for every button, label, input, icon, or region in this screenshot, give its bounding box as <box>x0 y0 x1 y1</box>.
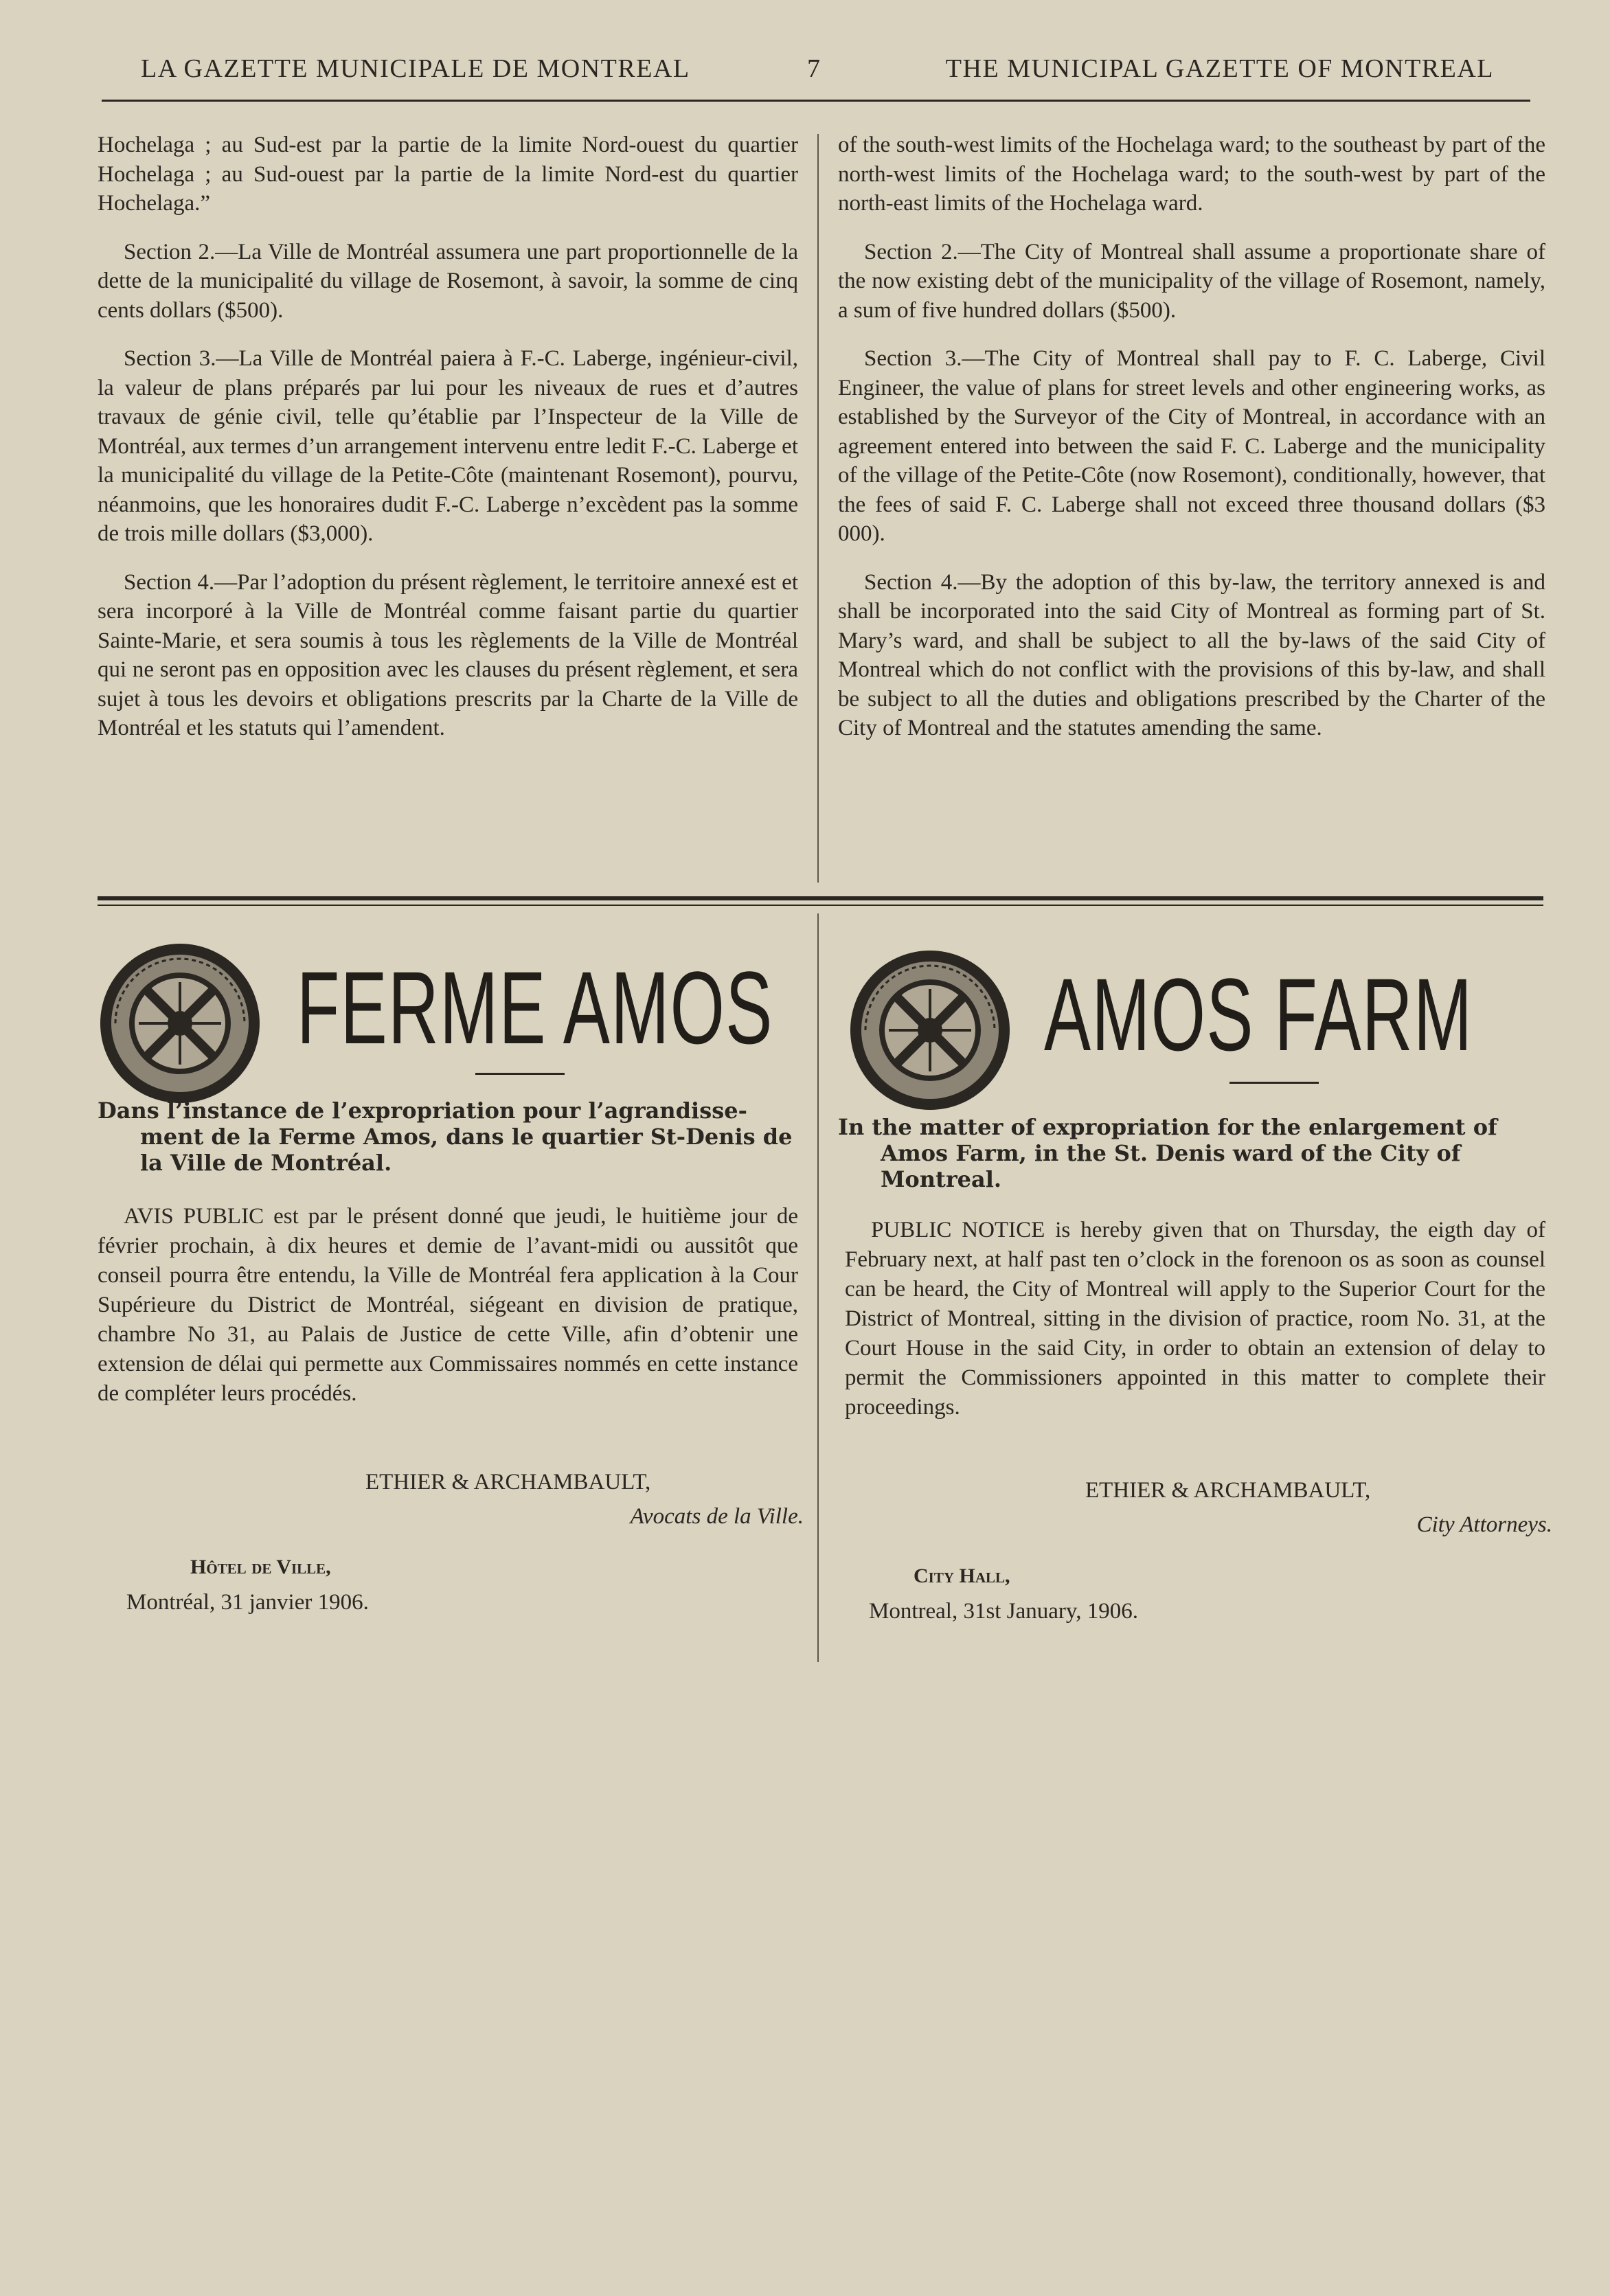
city-seal-icon <box>98 941 262 1106</box>
english-paragraph-1: of the south-west limits of the Hochelaga ward; to the southeast by part of the north-west limits of the Hochelaga ward; to the south-west by part of the north-east limits of the Hochelaga ward. <box>838 133 1545 216</box>
section-divider-thin <box>98 905 1543 906</box>
notice-date: Montréal, 31 janvier 1906. <box>126 1590 369 1615</box>
french-column <box>98 130 798 762</box>
column-divider-top <box>817 134 819 883</box>
notice-title: FERME AMOS <box>297 950 773 1065</box>
french-section-4: Section 4.—Par l’adoption du présent règlement, le territoire annexé est et sera incorporé à la Ville de Montréal comme faisant partie du quartier Sainte-Marie, et sera soumis à tous les règlements de la Ville de Montréal qui ne seront pas en opposition avec les clauses du présent règlement, et sera sujet à tous les devoirs et obligations prescrits par la Charte de la Ville de Montréal et les statuts qui l’amendent. <box>98 569 798 740</box>
city-seal-icon <box>848 948 1012 1113</box>
title-underline <box>475 1073 565 1075</box>
english-section-2: Section 2.—The City of Montreal shall assume a proportionate share of the now existing debt of the municipality of the village of Rosemont, namely, a sum of five hundred dollars ($500). <box>838 239 1545 323</box>
header-english-title: THE MUNICIPAL GAZETTE OF MONTREAL <box>945 54 1494 83</box>
english-column <box>838 130 1545 762</box>
notice-place: City Hall, <box>914 1565 1010 1587</box>
french-section-3: Section 3.—La Ville de Montréal paiera à F.-C. Laberge, ingénieur-civil, la valeur de plans préparés par lui pour les niveaux de rues et d’autres travaux de génie civil, telle qu’établie par l’Inspecteur de la Ville de Montréal, aux termes d’un arrangement intervenu entre ledit F.-C. Laberge et la municipalité du village de la Petite-Côte (maintenant Rosemont), pourvu, néanmoins, que les honoraires dudit F.-C. Laberge n’excèdent pas la somme de trois mille dollars ($3,000). <box>98 346 798 546</box>
notice-matter <box>98 1098 798 1176</box>
signatory-role: Avocats de la Ville. <box>630 1504 804 1529</box>
signatory: ETHIER & ARCHAMBAULT, <box>365 1470 651 1494</box>
notice-matter <box>838 1114 1545 1192</box>
english-section-3: Section 3.—The City of Montreal shall pay to F. C. Laberge, Civil Engineer, the value of plans for street levels and other engineering works, as established by the Surveyor of the City of Montreal, in accordance with an agreement entered into between the said F. C. Laberge and the municipality of the village of the Petite-Côte (now Rosemont), conditionally, however, that the fees of said F. C. Laberge shall not exceed three thousand dollars ($3 000). <box>838 346 1545 546</box>
notice-body: AVIS PUBLIC est par le présent donné que jeudi, le huitième jour de février prochain, à dix heures et demie de l’avant-midi ou aussitôt que conseil pourra être entendu, la Ville de Montréal fera application à la Cour Supérieure du District de Montréal, siégeant en division de pratique, chambre No 31, au Palais de Justice de cette Ville, afin d’obtenir une extension de délai qui permette aux Commissaires nommés en cette instance de compléter leurs procédés. <box>98 1204 798 1406</box>
page-number: 7 <box>807 54 821 83</box>
matter-rest: Amos Farm, in the St. Denis ward of the City of Montreal. <box>881 1140 1461 1192</box>
page-header <box>103 54 1532 102</box>
notice-body: PUBLIC NOTICE is hereby given that on Thursday, the eigth day of February next, at half past ten o’clock in the forenoon os as soon as counsel can be heard, the City of Montreal will apply to the Superior Court for the District of Montreal, sitting in the division of practice, room No. 31, at the Court House in the said City, in order to obtain an extension of delay to permit the Commissioners appointed in this matter to complete their proceedings. <box>845 1218 1545 1420</box>
english-section-4: Section 4.—By the adoption of this by-law, the territory annexed is and shall be incorporated into the said City of Montreal as forming part of St. Mary’s ward, and shall be subject to all the by-laws of the said City of Montreal which do not conflict with the provisions of this by-law, and shall be subject to all the duties and obligations prescribed by the Charter of the City of Montreal and the statutes amending the same. <box>838 569 1545 740</box>
matter-first-line: In the matter of expropriation for the enlargement of <box>838 1114 1497 1140</box>
french-section-2: Section 2.—La Ville de Montréal assumera une part proportionnelle de la dette de la municipalité du village de Rosemont, à savoir, la somme de cinq cents dollars ($500). <box>98 239 798 323</box>
notice-place: Hôtel de Ville, <box>190 1556 331 1578</box>
section-divider-thick <box>98 896 1543 900</box>
french-paragraph-1: Hochelaga ; au Sud-est par la partie de la limite Nord-ouest du quartier Hochelaga ; au Sud-ouest par la partie de la limite Nord-est du quartier Hochelaga.” <box>98 133 798 216</box>
title-underline <box>1229 1082 1319 1084</box>
notice-title: AMOS FARM <box>1044 957 1473 1072</box>
matter-first-line: Dans l’instance de l’expropriation pour l’agrandisse- <box>98 1098 747 1124</box>
matter-rest: ment de la Ferme Amos, dans le quartier St-Denis de la Ville de Montréal. <box>140 1124 793 1176</box>
signatory: ETHIER & ARCHAMBAULT, <box>1085 1478 1371 1503</box>
header-rule <box>102 100 1530 102</box>
notice-date: Montreal, 31st January, 1906. <box>869 1599 1138 1624</box>
signatory-role: City Attorneys. <box>1416 1512 1552 1537</box>
header-french-title: LA GAZETTE MUNICIPALE DE MONTREAL <box>141 54 690 83</box>
column-divider-bottom <box>817 913 819 1662</box>
